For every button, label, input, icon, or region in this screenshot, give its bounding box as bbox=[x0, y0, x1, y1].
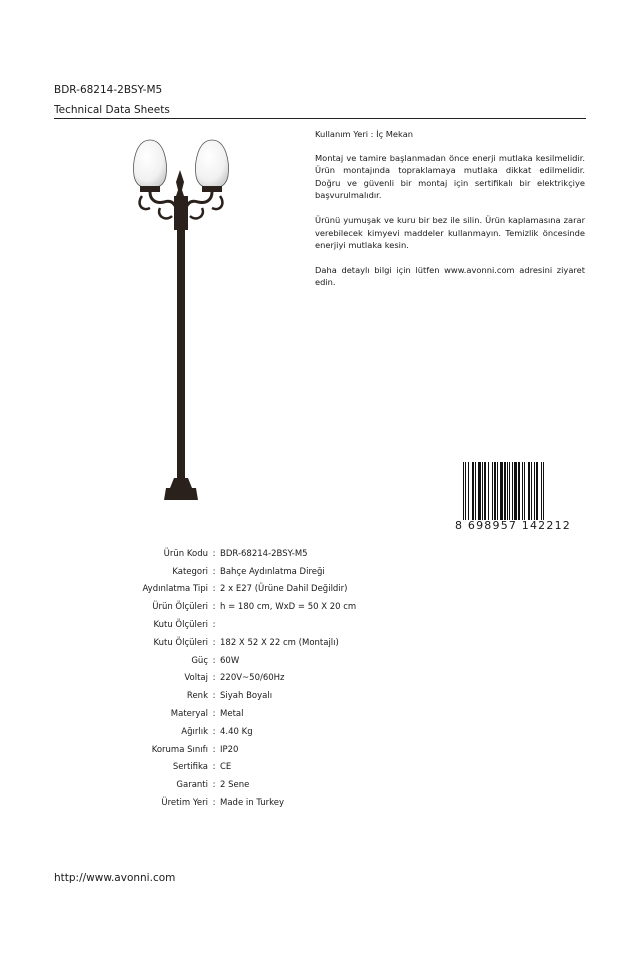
spec-row bbox=[90, 563, 450, 581]
spec-label: Sertifika bbox=[172, 762, 208, 773]
spec-row bbox=[90, 616, 450, 634]
spec-value: IP20 bbox=[220, 744, 239, 755]
spec-label: Koruma Sınıfı bbox=[151, 744, 208, 755]
spec-value: 4.40 Kg bbox=[220, 726, 253, 737]
spec-label: Ürün Ölçüleri bbox=[152, 602, 208, 613]
spec-label: Ağırlık bbox=[181, 726, 208, 737]
header-divider bbox=[54, 118, 586, 119]
usage-location: Kullanım Yeri : İç Mekan bbox=[315, 129, 414, 139]
document-subtitle: Technical Data Sheets bbox=[54, 104, 170, 116]
spec-label: Kutu Ölçüleri bbox=[153, 637, 208, 648]
spec-table bbox=[90, 545, 450, 812]
spec-separator: : bbox=[212, 780, 216, 791]
barcode-number: 8 698957 142212 bbox=[455, 519, 571, 532]
footer-url: http://www.avonni.com bbox=[54, 872, 176, 884]
spec-separator: : bbox=[212, 620, 216, 631]
spec-label: Ürün Kodu bbox=[163, 548, 208, 559]
spec-value: Bahçe Aydınlatma Direği bbox=[220, 566, 325, 577]
spec-value: Metal bbox=[220, 709, 244, 720]
spec-value: Made in Turkey bbox=[220, 798, 284, 809]
spec-label: Üretim Yeri bbox=[161, 798, 208, 809]
spec-value: 2 Sene bbox=[220, 780, 250, 791]
spec-separator: : bbox=[212, 566, 216, 577]
spec-row bbox=[90, 634, 450, 652]
spec-row bbox=[90, 687, 450, 705]
spec-separator: : bbox=[212, 762, 216, 773]
spec-label: Güç bbox=[191, 655, 208, 666]
spec-value: CE bbox=[220, 762, 232, 773]
spec-value: BDR-68214-2BSY-M5 bbox=[220, 548, 308, 559]
spec-label: Kategori bbox=[172, 566, 208, 577]
spec-label: Kutu Ölçüleri bbox=[153, 620, 208, 631]
spec-separator: : bbox=[212, 726, 216, 737]
spec-row bbox=[90, 581, 450, 599]
lamp-post-image bbox=[120, 130, 240, 510]
spec-value: h = 180 cm, WxD = 50 X 20 cm bbox=[220, 602, 357, 613]
spec-row bbox=[90, 670, 450, 688]
spec-separator: : bbox=[212, 709, 216, 720]
spec-row bbox=[90, 652, 450, 670]
spec-separator: : bbox=[212, 548, 216, 559]
spec-row bbox=[90, 794, 450, 812]
spec-separator: : bbox=[212, 584, 216, 595]
spec-row bbox=[90, 776, 450, 794]
spec-row bbox=[90, 741, 450, 759]
spec-separator: : bbox=[212, 637, 216, 648]
spec-value: 2 x E27 (Ürüne Dahil Değildir) bbox=[220, 584, 348, 595]
usage-info bbox=[315, 128, 585, 301]
spec-separator: : bbox=[212, 602, 216, 613]
spec-row bbox=[90, 598, 450, 616]
spec-separator: : bbox=[212, 655, 216, 666]
spec-value: Siyah Boyalı bbox=[220, 691, 273, 702]
spec-separator: : bbox=[212, 744, 216, 755]
product-code-header: BDR-68214-2BSY-M5 bbox=[54, 84, 163, 96]
spec-row bbox=[90, 545, 450, 563]
spec-label: Renk bbox=[186, 691, 208, 702]
spec-value: 220V~50/60Hz bbox=[220, 673, 285, 684]
spec-value: 60W bbox=[220, 655, 240, 666]
spec-row bbox=[90, 705, 450, 723]
spec-row bbox=[90, 759, 450, 777]
spec-label: Aydınlatma Tipi bbox=[142, 584, 208, 595]
website-paragraph: Daha detaylı bilgi için lütfen www.avonni.com adresini ziyaret edin. bbox=[315, 264, 585, 288]
spec-separator: : bbox=[212, 691, 216, 702]
spec-separator: : bbox=[212, 798, 216, 809]
safety-paragraph: Montaj ve tamire başlanmadan önce enerji mutlaka kesilmelidir. Ürün montajında topraklamaya mutlaka dikkat edilmelidir. Doğru ve güvenli bir montaj için sertifikalı bir elektrikçiye başvurulmalıdır. bbox=[315, 152, 585, 201]
spec-label: Voltaj bbox=[184, 673, 208, 684]
spec-label: Garanti bbox=[176, 780, 208, 791]
spec-row bbox=[90, 723, 450, 741]
spec-separator: : bbox=[212, 673, 216, 684]
spec-label: Materyal bbox=[170, 709, 208, 720]
spec-value: 182 X 52 X 22 cm (Montajlı) bbox=[220, 637, 339, 648]
cleaning-paragraph: Ürünü yumuşak ve kuru bir bez ile silin. Ürün kaplamasına zarar verebilecek kimyevi maddeler kullanmayın. Temizlik öncesinde enerjiyi mutlaka kesin. bbox=[315, 214, 585, 251]
